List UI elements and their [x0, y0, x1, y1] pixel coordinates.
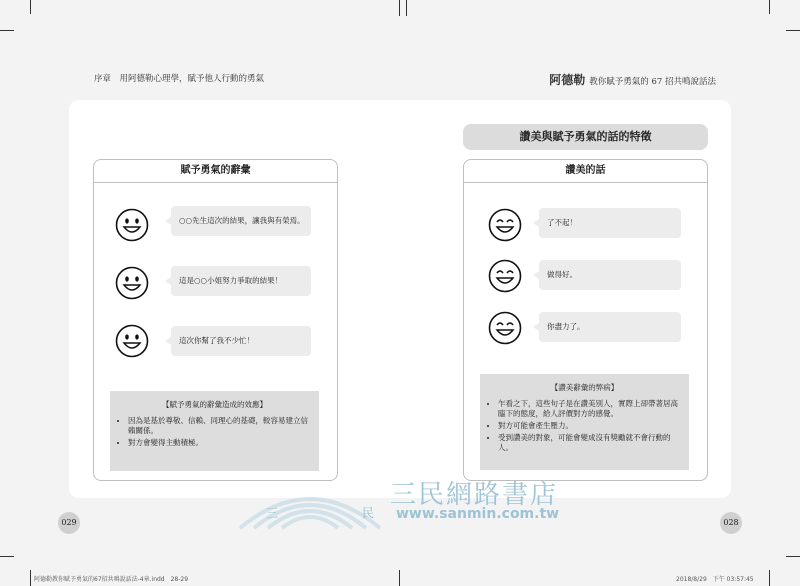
crop-mark [786, 30, 800, 31]
smiling-face-icon [488, 259, 522, 293]
right-card [463, 159, 708, 481]
crop-mark [399, 0, 400, 16]
right-card-heading: 讚美的話 [464, 160, 707, 183]
footer-left: 阿德勒教你賦予勇氣的67招共鳴說話法-4章.indd 28-29 [34, 576, 189, 583]
list-item: • 因為是基於尊敬、信賴、同理心的基礎，較容易建立信賴關係。 [128, 416, 311, 436]
speech-bubble: 做得好。 [539, 260, 681, 290]
watermark-char-right: 民 [362, 506, 375, 520]
speech-bubble: ○○先生這次的結果，讓我與有榮焉。 [171, 206, 311, 236]
speech-bubble: 這次你幫了我不少忙！ [171, 326, 311, 356]
grinning-face-icon [115, 266, 149, 300]
crop-mark [769, 570, 770, 586]
left-card-heading: 賦予勇氣的辭彙 [94, 160, 337, 183]
list-item: • 受到讚美的對象，可能會變成沒有獎勵就不會行動的人。 [498, 433, 681, 453]
smiling-face-icon [488, 208, 522, 242]
speech-bubble: 這是○○小姐努力爭取的結果！ [171, 266, 311, 296]
running-head-left: 序章 用阿德勒心理學，賦予他人行動的勇氣 [94, 74, 265, 84]
left-card [93, 159, 338, 481]
crop-mark [0, 30, 14, 31]
drawbacks-note [480, 374, 689, 470]
crop-mark [0, 556, 14, 557]
grinning-face-icon [115, 324, 149, 358]
footer-right: 2018/8/29 下午 03:57:45 [676, 576, 754, 583]
list-item: • 對方可能會產生壓力。 [498, 421, 681, 431]
crop-mark [30, 0, 31, 14]
speech-bubble: 了不起！ [539, 208, 681, 238]
grinning-face-icon [115, 208, 149, 242]
watermark-char-left: 三 [266, 506, 279, 520]
drawbacks-list [480, 399, 689, 453]
smiling-face-icon [488, 311, 522, 345]
crop-mark [399, 570, 400, 586]
effects-note-title: 【賦予勇氣的辭彙造成的效應】 [162, 400, 267, 409]
drawbacks-note-title: 【讚美辭彙的弊病】 [550, 383, 619, 392]
watermark-url: www.sanmin.com.tw [396, 506, 560, 522]
section-title: 讚美與賦予勇氣的話的特徵 [463, 124, 708, 150]
speech-bubble: 你盡力了。 [539, 312, 681, 342]
page-number-right: 028 [720, 512, 742, 534]
list-item: • 對方會變得主動積極。 [128, 438, 311, 448]
book-subtitle: 教你賦予勇氣的 67 招共鳴說話法 [589, 77, 716, 87]
effects-list [110, 416, 319, 448]
list-item: • 乍看之下，這些句子是在讚美別人，實際上卻帶著居高臨下的態度，給人評價對方的感覺。 [498, 399, 681, 419]
effects-note [110, 391, 319, 471]
crop-mark [406, 0, 407, 16]
book-title: 阿德勒 [549, 73, 586, 87]
page-number-left: 029 [58, 512, 80, 534]
crop-mark [30, 570, 31, 586]
crop-mark [786, 556, 800, 557]
watermark-text: 三民網路書店 [390, 480, 559, 510]
running-head-right [549, 69, 716, 88]
crop-mark [769, 0, 770, 14]
